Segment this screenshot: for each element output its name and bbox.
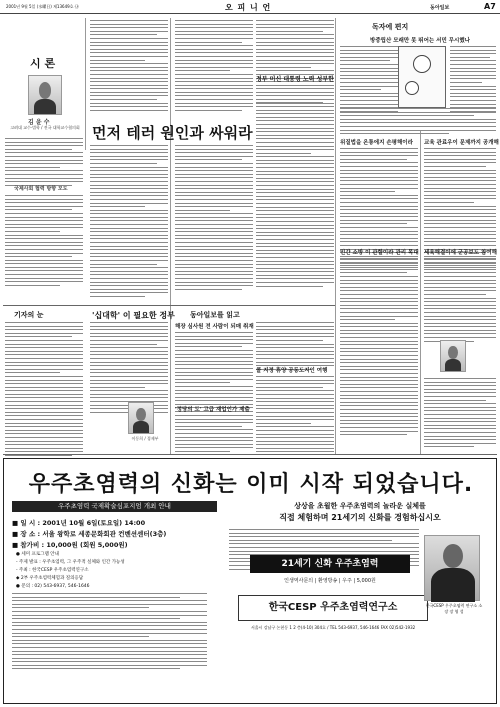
ad-detail-item: - 주최 : 한국CESP 우주초염력연구소 — [16, 568, 89, 573]
columnist-caption: 고려대 교수·법학 / 전국 대학교수협의회 — [10, 125, 80, 130]
ad-detail-item: ● 세미 프로그램 안내 — [16, 552, 59, 557]
article-body — [256, 88, 334, 289]
article-body — [5, 138, 83, 188]
main-headline: 먼저 테러 원인과 싸워라 — [92, 124, 253, 142]
ad-headline: 우주초염력의 신화는 이미 시작 되었습니다. — [28, 472, 474, 497]
page-header — [0, 0, 500, 14]
article-body — [90, 20, 168, 113]
cartoon-illustration — [398, 46, 446, 108]
column-masthead: 독자에 편지 — [372, 22, 409, 31]
column-masthead: 시 론 — [30, 57, 56, 70]
sub-headline: 정부 미신 대통령 노력 성부한 — [256, 76, 334, 83]
letter-body — [340, 46, 398, 114]
ad-event-banner: 우주초염력 국제확술심포지엄 개최 안내 — [12, 501, 217, 512]
article-subhead: 국제사회 협력 방향 모도 — [14, 186, 68, 192]
column-divider — [335, 18, 336, 454]
letter-headline: 교육 관료우이 문제까지 공개해 — [424, 140, 499, 146]
letter-body — [424, 378, 496, 450]
article-headline: 콜 지정 휴양 공동도지인 여행 — [256, 368, 328, 374]
letter-body — [340, 258, 418, 438]
column-divider — [85, 18, 86, 150]
ad-event-venue: ■ 장 소 : 서울 왕학로 세종문화회관 컨벤션센터(3층) — [12, 530, 167, 538]
columnist-photo — [28, 75, 62, 115]
ad-event-info — [12, 501, 217, 699]
ad-fine-print — [12, 593, 207, 669]
ad-promo-line: 직접 체험하며 21세기의 신화를 경험하십시오 — [279, 513, 441, 522]
ad-detail-item: ◆ 2부 우주초염력체험과 질의응답 — [16, 576, 84, 581]
article-headline: '십대학' 이 필요한 정부 — [92, 311, 175, 320]
letter-headline: 세육해결이에 군공보도 참여해 — [424, 250, 497, 256]
ad-address: 서울시 강남구 논현동 1 2 층(4-10) 304호 / TEL 543-6937, 546-1646 FAX 02)542-1932 — [250, 625, 416, 630]
ad-contact: 인생역사문의 | 환영방송 | 우주 | 5,000원 — [284, 578, 376, 584]
newspaper-name: 동아일보 — [430, 5, 450, 11]
article-body — [5, 322, 83, 477]
article-body — [256, 322, 334, 372]
ad-event-date: ■ 일 시 : 2001년 10월 6일(토요일) 14:00 — [12, 519, 146, 527]
article-body — [175, 415, 253, 455]
writer-photo — [440, 340, 466, 372]
letter-body — [424, 258, 496, 344]
article-body — [175, 20, 253, 113]
article-headline: '정당의 도' 고급 재업인가 제출 — [175, 407, 250, 413]
letter-body — [340, 108, 496, 137]
article-body — [5, 195, 83, 288]
director-photo — [424, 535, 480, 601]
section-title: 오 피 니 언 — [225, 3, 272, 12]
ad-event-fee: ■ 참가비 : 10,000원 (회원 5,000원) — [12, 541, 128, 549]
director-caption: 한국CESP 우주초염력 연구소 소장 장 영 성 — [425, 603, 483, 614]
ad-detail-item: - 주제 발표 : 우주초염력, 그 우주적 실체와 인간 가능성 — [16, 560, 125, 565]
letter-body — [450, 46, 496, 114]
letter-headline: 위질법을 온통에지 손평해이라 — [340, 140, 413, 146]
reporter-photo — [128, 402, 154, 434]
reporter-caption: 이동희 / 경제부 — [131, 436, 159, 441]
ad-slogan: 21세기 신화 우주초염력 — [250, 555, 410, 573]
page-number: A7 — [484, 2, 496, 11]
ad-organization: 한국CESP 우주초염력연구소 — [238, 595, 428, 621]
columnist-name: 김 윤 수 — [28, 119, 50, 126]
issue-date: 2001년 9월 5일 (水曜日) 제13649호 ㉯ — [6, 4, 79, 9]
article-headline: 해장 심사원 전 사람이 되매 취재 — [175, 324, 254, 330]
cartoon-title: 방중립산 모래만 못 뛰어는 서민 무시했나 — [370, 38, 470, 44]
column-divider — [420, 130, 421, 454]
column-divider — [170, 18, 171, 454]
article-body — [256, 376, 334, 455]
column-masthead: 기자의 눈 — [14, 310, 44, 319]
article-body — [90, 145, 168, 300]
article-body — [175, 145, 253, 292]
column-masthead: 동아일보를 읽고 — [190, 310, 240, 319]
letter-headline: 민간 소방 이 관할이라 관리 목대 — [340, 250, 419, 256]
ad-promo-line: 상상을 초월한 우주초염력의 놀라운 실체를 — [294, 502, 426, 510]
section-divider — [3, 305, 335, 306]
ad-detail-item: ● 문의 : 02) 543-6937, 546-1646 — [16, 584, 90, 589]
